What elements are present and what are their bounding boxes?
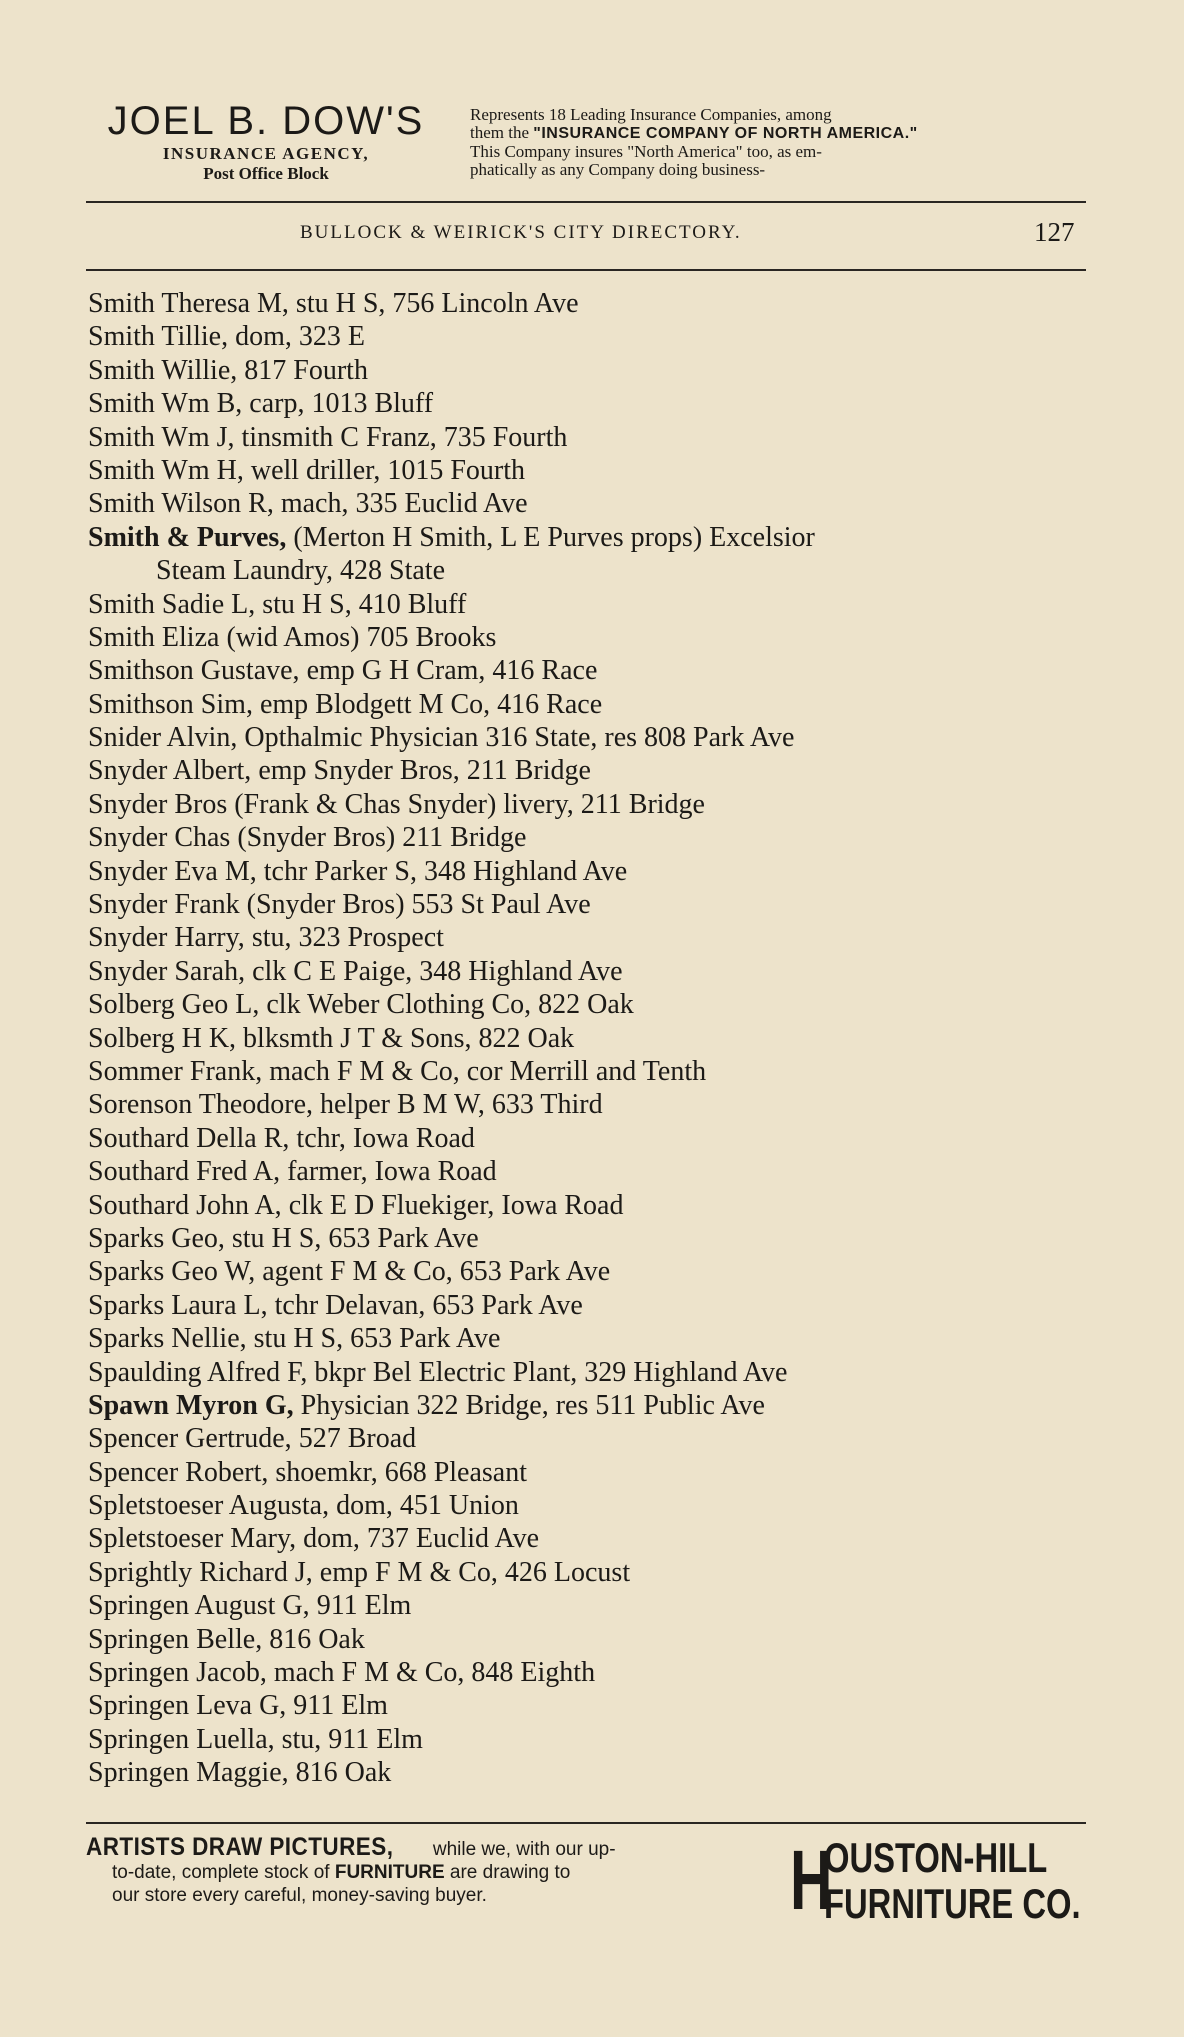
entry-name: Smithson Sim,	[88, 688, 253, 720]
directory-entry	[88, 1522, 1088, 1555]
directory-entry	[88, 387, 1088, 420]
directory-entry	[88, 988, 1088, 1021]
entry-details: clk C E Paige, 348 Highland Ave	[245, 955, 623, 987]
entry-details: tchr Delavan, 653 Park Ave	[267, 1289, 583, 1321]
entry-details: dom, 451 Union	[329, 1490, 519, 1522]
entry-name: Smith Wm H,	[88, 454, 244, 486]
entry-name: Snider Alvin,	[88, 722, 238, 754]
directory-entry	[88, 1155, 1088, 1188]
directory-entry	[88, 454, 1088, 487]
directory-entry	[88, 554, 1088, 587]
entry-name: Smith Willie,	[88, 354, 238, 386]
entry-name: Snyder Chas	[88, 822, 231, 854]
directory-entry	[88, 1088, 1088, 1121]
directory-entry	[88, 320, 1088, 353]
directory-entry	[88, 1656, 1088, 1689]
entry-name: Sommer Frank,	[88, 1055, 263, 1087]
directory-entry	[88, 287, 1088, 320]
divider	[86, 201, 1086, 203]
directory-entry	[88, 955, 1088, 988]
entry-name: Spletstoeser Augusta,	[88, 1490, 330, 1522]
directory-entry	[88, 1623, 1088, 1656]
directory-entry	[88, 1389, 1088, 1422]
entry-details: (Frank & Chas Snyder) livery, 211 Bridge	[227, 788, 705, 820]
entry-details: emp Blodgett M Co, 416 Race	[252, 688, 603, 720]
entry-details: 816 Oak	[288, 1757, 392, 1789]
ad-line	[86, 1833, 776, 1861]
entry-details: (wid Amos) 705 Brooks	[219, 621, 497, 653]
directory-entry	[88, 788, 1088, 821]
ad-line	[470, 124, 1090, 143]
entry-details: mach, 335 Euclid Ave	[273, 488, 528, 520]
entry-details: tchr, Iowa Road	[289, 1122, 475, 1154]
directory-entry	[88, 521, 1088, 554]
directory-entry	[88, 487, 1088, 520]
entry-details: dom, 323 E	[228, 321, 365, 353]
entry-details: dom, 737 Euclid Ave	[296, 1523, 540, 1555]
entry-details: 816 Oak	[262, 1623, 365, 1655]
entry-name: Smith & Purves,	[88, 521, 287, 553]
directory-entry	[88, 754, 1088, 787]
entry-name: Snyder Albert,	[88, 755, 252, 787]
entry-name: Spencer Gertrude,	[88, 1423, 292, 1455]
entry-details: helper B M W, 633 Third	[313, 1089, 603, 1121]
entry-details: stu H S, 756 Lincoln Ave	[288, 288, 579, 319]
entry-name: Snyder Frank	[88, 889, 240, 921]
directory-entry	[88, 1255, 1088, 1288]
entry-details: tchr Parker S, 348 Highland Ave	[256, 855, 628, 887]
page-number: 127	[1034, 217, 1075, 247]
entry-details: well driller, 1015 Fourth	[243, 454, 526, 486]
entry-name: Southard Della R,	[88, 1122, 290, 1154]
entry-details: clk E D Fluekiger, Iowa Road	[281, 1189, 624, 1221]
entry-name: Springen Leva G,	[88, 1690, 287, 1722]
entry-name: Springen Jacob,	[88, 1657, 267, 1689]
agency-location: Post Office Block	[203, 164, 329, 183]
directory-entry	[88, 1556, 1088, 1589]
entry-details: agent F M & Co, 653 Park Ave	[255, 1256, 611, 1288]
furniture-advertisement	[86, 1833, 1086, 1936]
divider	[86, 269, 1086, 271]
entry-details: stu, 911 Elm	[274, 1723, 423, 1755]
ad-emphasis: FURNITURE	[334, 1862, 445, 1883]
entry-name: Springen August G,	[88, 1590, 310, 1622]
directory-entry	[88, 921, 1088, 954]
directory-entry	[88, 1589, 1088, 1622]
entry-name: Spawn Myron G,	[88, 1389, 294, 1421]
entry-details: (Snyder Bros) 553 St Paul Ave	[239, 889, 591, 921]
directory-listing	[88, 287, 1088, 1790]
ad-text: are drawing to	[444, 1862, 571, 1883]
entry-name: Springen Luella,	[88, 1723, 275, 1755]
entry-details: 817 Fourth	[237, 354, 368, 386]
entry-name: Spencer Robert,	[88, 1456, 269, 1488]
entry-details: mach F M & Co, 848 Eighth	[266, 1657, 596, 1689]
entry-name: Solberg Geo L,	[88, 989, 260, 1021]
entry-details: 911 Elm	[309, 1590, 412, 1622]
ad-text: while we, with our up-	[427, 1839, 616, 1860]
directory-entry	[88, 688, 1088, 721]
entry-details: carp, 1013 Bluff	[242, 388, 434, 420]
ad-text: them the	[470, 123, 534, 142]
directory-entry	[88, 621, 1088, 654]
entry-details: clk Weber Clothing Co, 822 Oak	[259, 989, 634, 1021]
entry-details: Physician 322 Bridge, res 511 Public Ave	[293, 1389, 765, 1421]
firm-initial: H	[790, 1833, 833, 1927]
ad-headline: ARTISTS DRAW PICTURES,	[86, 1833, 394, 1861]
entry-name: Smith Theresa M,	[88, 288, 289, 319]
entry-name: Smith Tillie,	[88, 321, 229, 353]
furniture-ad-text	[86, 1833, 776, 1907]
agency-subtitle: INSURANCE AGENCY,	[162, 144, 370, 163]
firm-name-line2: FURNITURE CO.	[824, 1880, 1081, 1927]
directory-entry	[88, 421, 1088, 454]
entry-name: Smith Wilson R,	[88, 488, 274, 520]
entry-details: Opthalmic Physician 316 State, res 808 Park Ave	[237, 722, 795, 754]
entry-name: Smith Wm B,	[88, 388, 243, 420]
directory-entry	[88, 1756, 1088, 1789]
directory-entry	[88, 354, 1088, 387]
entry-name: Sorenson Theodore,	[88, 1089, 313, 1121]
ad-line: our store every careful, money-saving buyer.	[112, 1885, 487, 1906]
agency-name: JOEL B. DOW'S	[107, 99, 425, 143]
entry-name: Sprightly Richard J,	[88, 1556, 313, 1588]
firm-logo	[790, 1833, 1090, 1936]
entry-name: Spaulding Alfred F,	[88, 1356, 308, 1388]
entry-details: 527 Broad	[291, 1423, 417, 1455]
directory-entry	[88, 1055, 1088, 1088]
entry-name: Springen Maggie,	[88, 1757, 289, 1789]
directory-entry	[88, 1689, 1088, 1722]
entry-details: 911 Elm	[286, 1690, 388, 1722]
ad-line: This Company insures "North America" too, as em-	[470, 142, 822, 161]
entry-name: Sparks Nellie,	[88, 1323, 247, 1355]
directory-entry	[88, 1122, 1088, 1155]
entry-details: emp Snyder Bros, 211 Bridge	[251, 755, 591, 787]
entry-name: Smith Eliza	[88, 621, 220, 653]
ad-line: Represents 18 Leading Insurance Companies, among	[470, 105, 832, 124]
entry-details: emp F M & Co, 426 Locust	[312, 1556, 631, 1588]
entry-name: Southard John A,	[88, 1189, 282, 1221]
insurance-advertisement	[86, 100, 1086, 198]
entry-details: emp G H Cram, 416 Race	[299, 655, 598, 687]
entry-details: farmer, Iowa Road	[280, 1156, 497, 1188]
ad-text: to-date, complete stock of	[112, 1862, 335, 1883]
running-title: BULLOCK & WEIRICK'S CITY DIRECTORY.	[300, 222, 742, 243]
ad-line	[86, 1861, 776, 1884]
entry-name: Sparks Laura L,	[88, 1289, 268, 1321]
firm-name: OUSTON-HILL	[824, 1834, 1048, 1881]
ad-company-name: "INSURANCE COMPANY OF NORTH AMERICA."	[533, 125, 918, 142]
entry-name: Smith Wm J,	[88, 421, 235, 453]
entry-name: Snyder Bros	[88, 788, 228, 820]
entry-details: stu H S, 653 Park Ave	[224, 1222, 479, 1254]
directory-entry	[88, 1189, 1088, 1222]
directory-entry	[88, 654, 1088, 687]
directory-entry	[88, 1422, 1088, 1455]
entry-details: mach F M & Co, cor Merrill and Tenth	[262, 1055, 707, 1087]
entry-name: Smithson Gustave,	[88, 655, 300, 687]
directory-entry	[88, 1456, 1088, 1489]
agency-block	[86, 100, 446, 184]
entry-name: Springen Belle,	[88, 1623, 263, 1655]
directory-entry	[88, 1356, 1088, 1389]
entry-details: shoemkr, 668 Pleasant	[268, 1456, 528, 1488]
directory-entry	[88, 1489, 1088, 1522]
directory-entry	[88, 1222, 1088, 1255]
entry-details: (Merton H Smith, L E Purves props) Excelsior	[286, 521, 815, 553]
directory-entry	[88, 888, 1088, 921]
entry-details: (Snyder Bros) 211 Bridge	[230, 822, 527, 854]
directory-entry	[88, 821, 1088, 854]
ad-line: phatically as any Company doing business-	[470, 160, 766, 179]
entry-name: Snyder Sarah,	[88, 955, 246, 987]
entry-name: Smith Sadie L,	[88, 588, 256, 620]
entry-details: stu H S, 410 Bluff	[255, 588, 467, 620]
entry-name: Spletstoeser Mary,	[88, 1523, 297, 1555]
divider	[86, 1822, 1086, 1824]
entry-details: Steam Laundry, 428 State	[156, 555, 446, 587]
entry-details: stu, 323 Prospect	[244, 922, 444, 954]
entry-name: Sparks Geo W,	[88, 1256, 256, 1288]
entry-name: Southard Fred A,	[88, 1156, 281, 1188]
insurance-ad-text	[470, 106, 1090, 179]
entry-details: blksmth J T & Sons, 822 Oak	[236, 1022, 575, 1054]
directory-entry	[88, 855, 1088, 888]
entry-name: Snyder Eva M,	[88, 855, 257, 887]
directory-entry	[88, 1022, 1088, 1055]
entry-details: tinsmith C Franz, 735 Fourth	[234, 421, 568, 453]
entry-details: stu H S, 653 Park Ave	[246, 1323, 501, 1355]
directory-entry	[88, 588, 1088, 621]
directory-entry	[88, 1723, 1088, 1756]
directory-entry	[88, 1289, 1088, 1322]
entry-name: Sparks Geo,	[88, 1222, 225, 1254]
directory-entry	[88, 721, 1088, 754]
entry-name: Snyder Harry,	[88, 922, 245, 954]
entry-details: bkpr Bel Electric Plant, 329 Highland Ave	[307, 1356, 788, 1388]
directory-entry	[88, 1322, 1088, 1355]
entry-name: Solberg H K,	[88, 1022, 237, 1054]
